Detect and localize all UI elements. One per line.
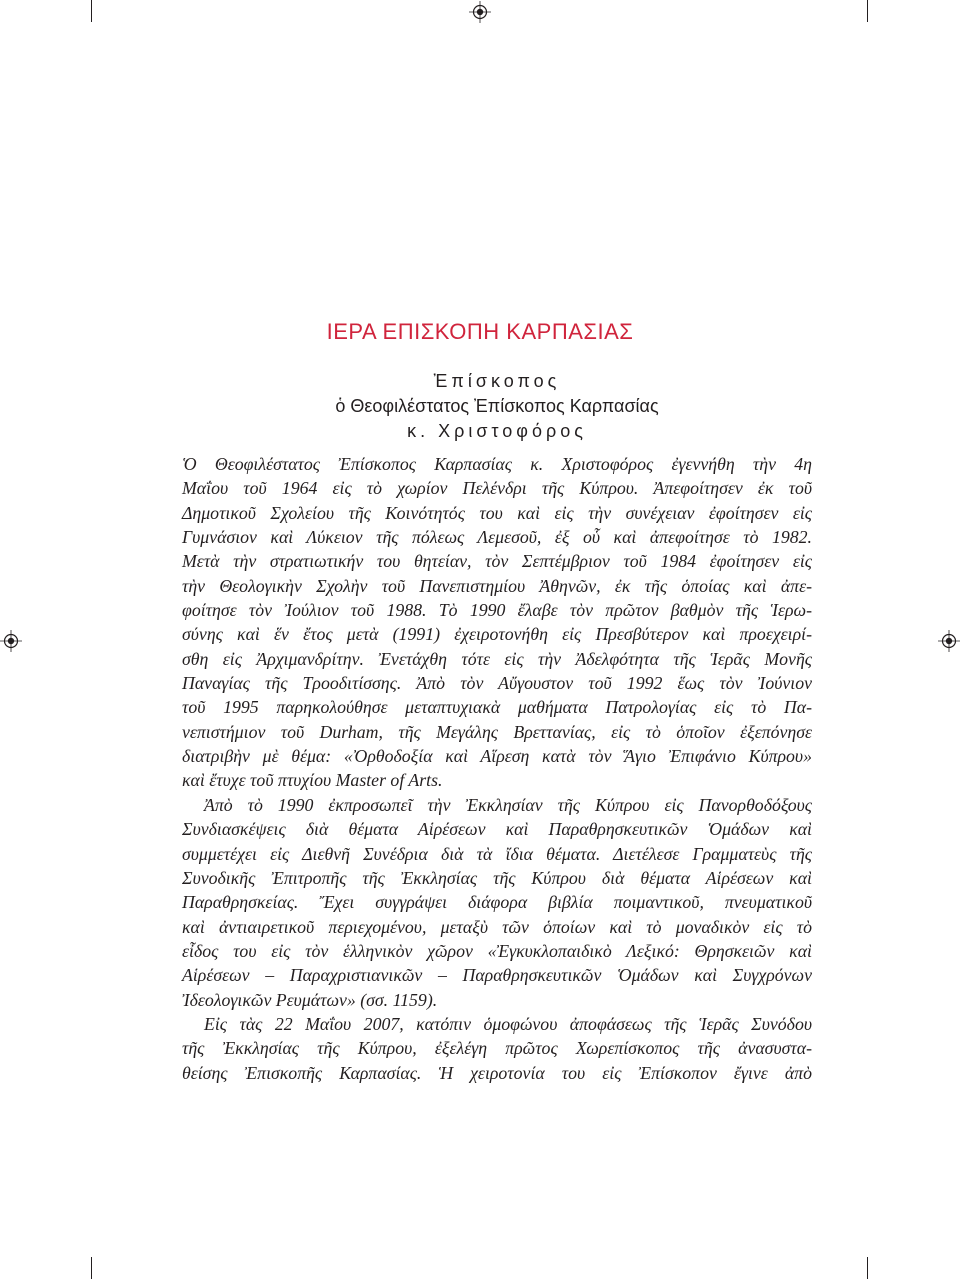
crop-mark-top-right xyxy=(867,0,868,22)
text-line: Μετὰ τὴν στρατιωτικήν του θητείαν, τὸν Σεπτέμβριον τοῦ 1984 ἐφοίτησεν εἰς xyxy=(182,551,812,572)
text-line: σύνης καὶ ἕν ἔτος μετὰ (1991) ἐχειροτονήθη εἰς Πρεσβύτερον καὶ προεχειρί- xyxy=(182,624,812,645)
text-line: συμμετέχει εἰς Διεθνῆ Συνέδρια διὰ τὰ ἴδια θέματα. Διετέλεσε Γραμματεὺς τῆς xyxy=(182,843,812,864)
text-line: σθη εἰς Ἀρχιμανδρίτην. Ἐνετάχθη τότε εἰς τὴν Ἀδελφότητα τῆς Ἱερᾶς Μονῆς xyxy=(182,648,812,669)
text-line: Ἰδεολογικῶν Ρευμάτων» (σσ. 1159). xyxy=(182,989,438,1010)
biography-paragraph-3 xyxy=(182,1012,812,1085)
full-title: ὁ Θεοφιλέστατος Ἐπίσκοπος Καρπασίας xyxy=(335,396,659,416)
crop-mark-bottom-left xyxy=(91,1257,92,1279)
text-line: Δημοτικοῦ Σχολείου τῆς Κοινότητός του καὶ εἰς τὴν συνέχειαν ἐφοίτησεν εἰς xyxy=(182,502,812,523)
text-line: Ὁ Θεοφιλέστατος Ἐπίσκοπος Καρπασίας κ. Χριστοφόρος ἐγεννήθη τὴν 4η xyxy=(182,454,812,474)
bishop-name: κ. Χριστοφόρος xyxy=(407,421,587,441)
text-line: εἶδος του εἰς τὸν ἑλληνικὸν χῶρον «Ἐγκυκλοπαιδικὸ Λεξικό: Θρησκειῶν καὶ xyxy=(182,940,812,961)
rank-label: Ἐπίσκοπος xyxy=(433,371,561,391)
text-line: Ἀπὸ τὸ 1990 ἐκπροσωπεῖ τὴν Ἐκκλησίαν τῆς Κύπρου εἰς Πανορθοδόξους xyxy=(204,794,812,815)
text-line: Παραθρησκείας. Ἔχει συγγράψει διάφορα βιβλία ποιμαντικοῦ, πνευματικοῦ xyxy=(182,892,812,913)
diocese-title: ΙΕΡΑ ΕΠΙΣΚΟΠΗ ΚΑΡΠΑΣΙΑΣ xyxy=(326,319,634,344)
text-line: τοῦ 1995 παρηκολούθησε μεταπτυχιακὰ μαθήματα Πατρολογίας εἰς τὸ Πα- xyxy=(182,697,812,718)
text-line: φοίτησε τὸν Ἰούλιον τοῦ 1988. Τὸ 1990 ἔλαβε τὸν πρῶτον βαθμὸν τῆς Ἱερω- xyxy=(182,600,812,621)
text-line: νεπιστήμιον τοῦ Durham, τῆς Μεγάλης Βρεττανίας, εἰς τὸ ὁποῖον ἐξεπόνησε xyxy=(182,721,812,742)
biography-text xyxy=(182,452,812,1085)
text-line: Συνοδικῆς Ἐπιτροπῆς τῆς Ἐκκλησίας τῆς Κύπρου διὰ θέματα Αἱρέσεων καὶ xyxy=(182,867,812,888)
text-line: καὶ ἔτυχε τοῦ πτυχίου Master of Arts. xyxy=(182,770,443,791)
text-line: Συνδιασκέψεις διὰ θέματα Αἱρέσεων καὶ Παραθρησκευτικῶν Ὁμάδων καὶ xyxy=(182,819,812,840)
text-line: Εἰς τὰς 22 Μαΐου 2007, κατόπιν ὁμοφώνου ἀποφάσεως τῆς Ἱερᾶς Συνόδου xyxy=(204,1013,812,1034)
text-line: τῆς Ἐκκλησίας τῆς Κύπρου, ἐξελέγη πρῶτος Χωρεπίσκοπος τῆς ἀνασυστα- xyxy=(182,1038,812,1059)
text-line: καὶ ἀντιαιρετικοῦ περιεχομένου, μεταξὺ τῶν ὁποίων καὶ τὸ μοναδικὸν εἰς τὸ xyxy=(182,916,812,937)
text-line: Αἱρέσεων – Παραχριστιανικῶν – Παραθρησκευτικῶν Ὁμάδων καὶ Συγχρόνων xyxy=(182,965,812,986)
registration-mark-top-icon xyxy=(469,1,491,23)
text-line: Μαΐου τοῦ 1964 εἰς τὸ χωρίον Πελένδρι τῆς Κύπρου. Ἀπεφοίτησεν ἐκ τοῦ xyxy=(182,478,812,499)
biography-paragraph-2 xyxy=(182,793,812,1012)
crop-mark-bottom-right xyxy=(867,1257,868,1279)
registration-mark-left-icon xyxy=(0,630,22,652)
text-line: Παναγίας τῆς Τροοδιτίσσης. Ἀπὸ τὸν Αὔγουστον τοῦ 1992 ἕως τὸν Ἰούνιον xyxy=(182,673,812,694)
text-line: τὴν Θεολογικὴν Σχολὴν τοῦ Πανεπιστημίου Ἀθηνῶν, ἐκ τῆς ὁποίας καὶ ἀπε- xyxy=(182,575,812,596)
biography-paragraph-1 xyxy=(182,452,812,793)
text-line: θείσης Ἐπισκοπῆς Καρπασίας. Ἡ χειροτονία του εἰς Ἐπίσκοπον ἔγινε ἀπὸ xyxy=(182,1062,812,1083)
text-line: Γυμνάσιον καὶ Λύκειον τῆς πόλεως Λεμεσοῦ, ἐξ οὗ καὶ ἀπεφοίτησε τὸ 1982. xyxy=(182,527,812,548)
crop-mark-top-left xyxy=(91,0,92,22)
registration-mark-right-icon xyxy=(938,630,960,652)
text-line: διατριβὴν μὲ θέμα: «Ὀρθοδοξία καὶ Αἵρεση κατὰ τὸν Ἅγιο Ἐπιφάνιο Κύπρου» xyxy=(182,746,812,767)
bishop-title-block xyxy=(182,369,812,444)
